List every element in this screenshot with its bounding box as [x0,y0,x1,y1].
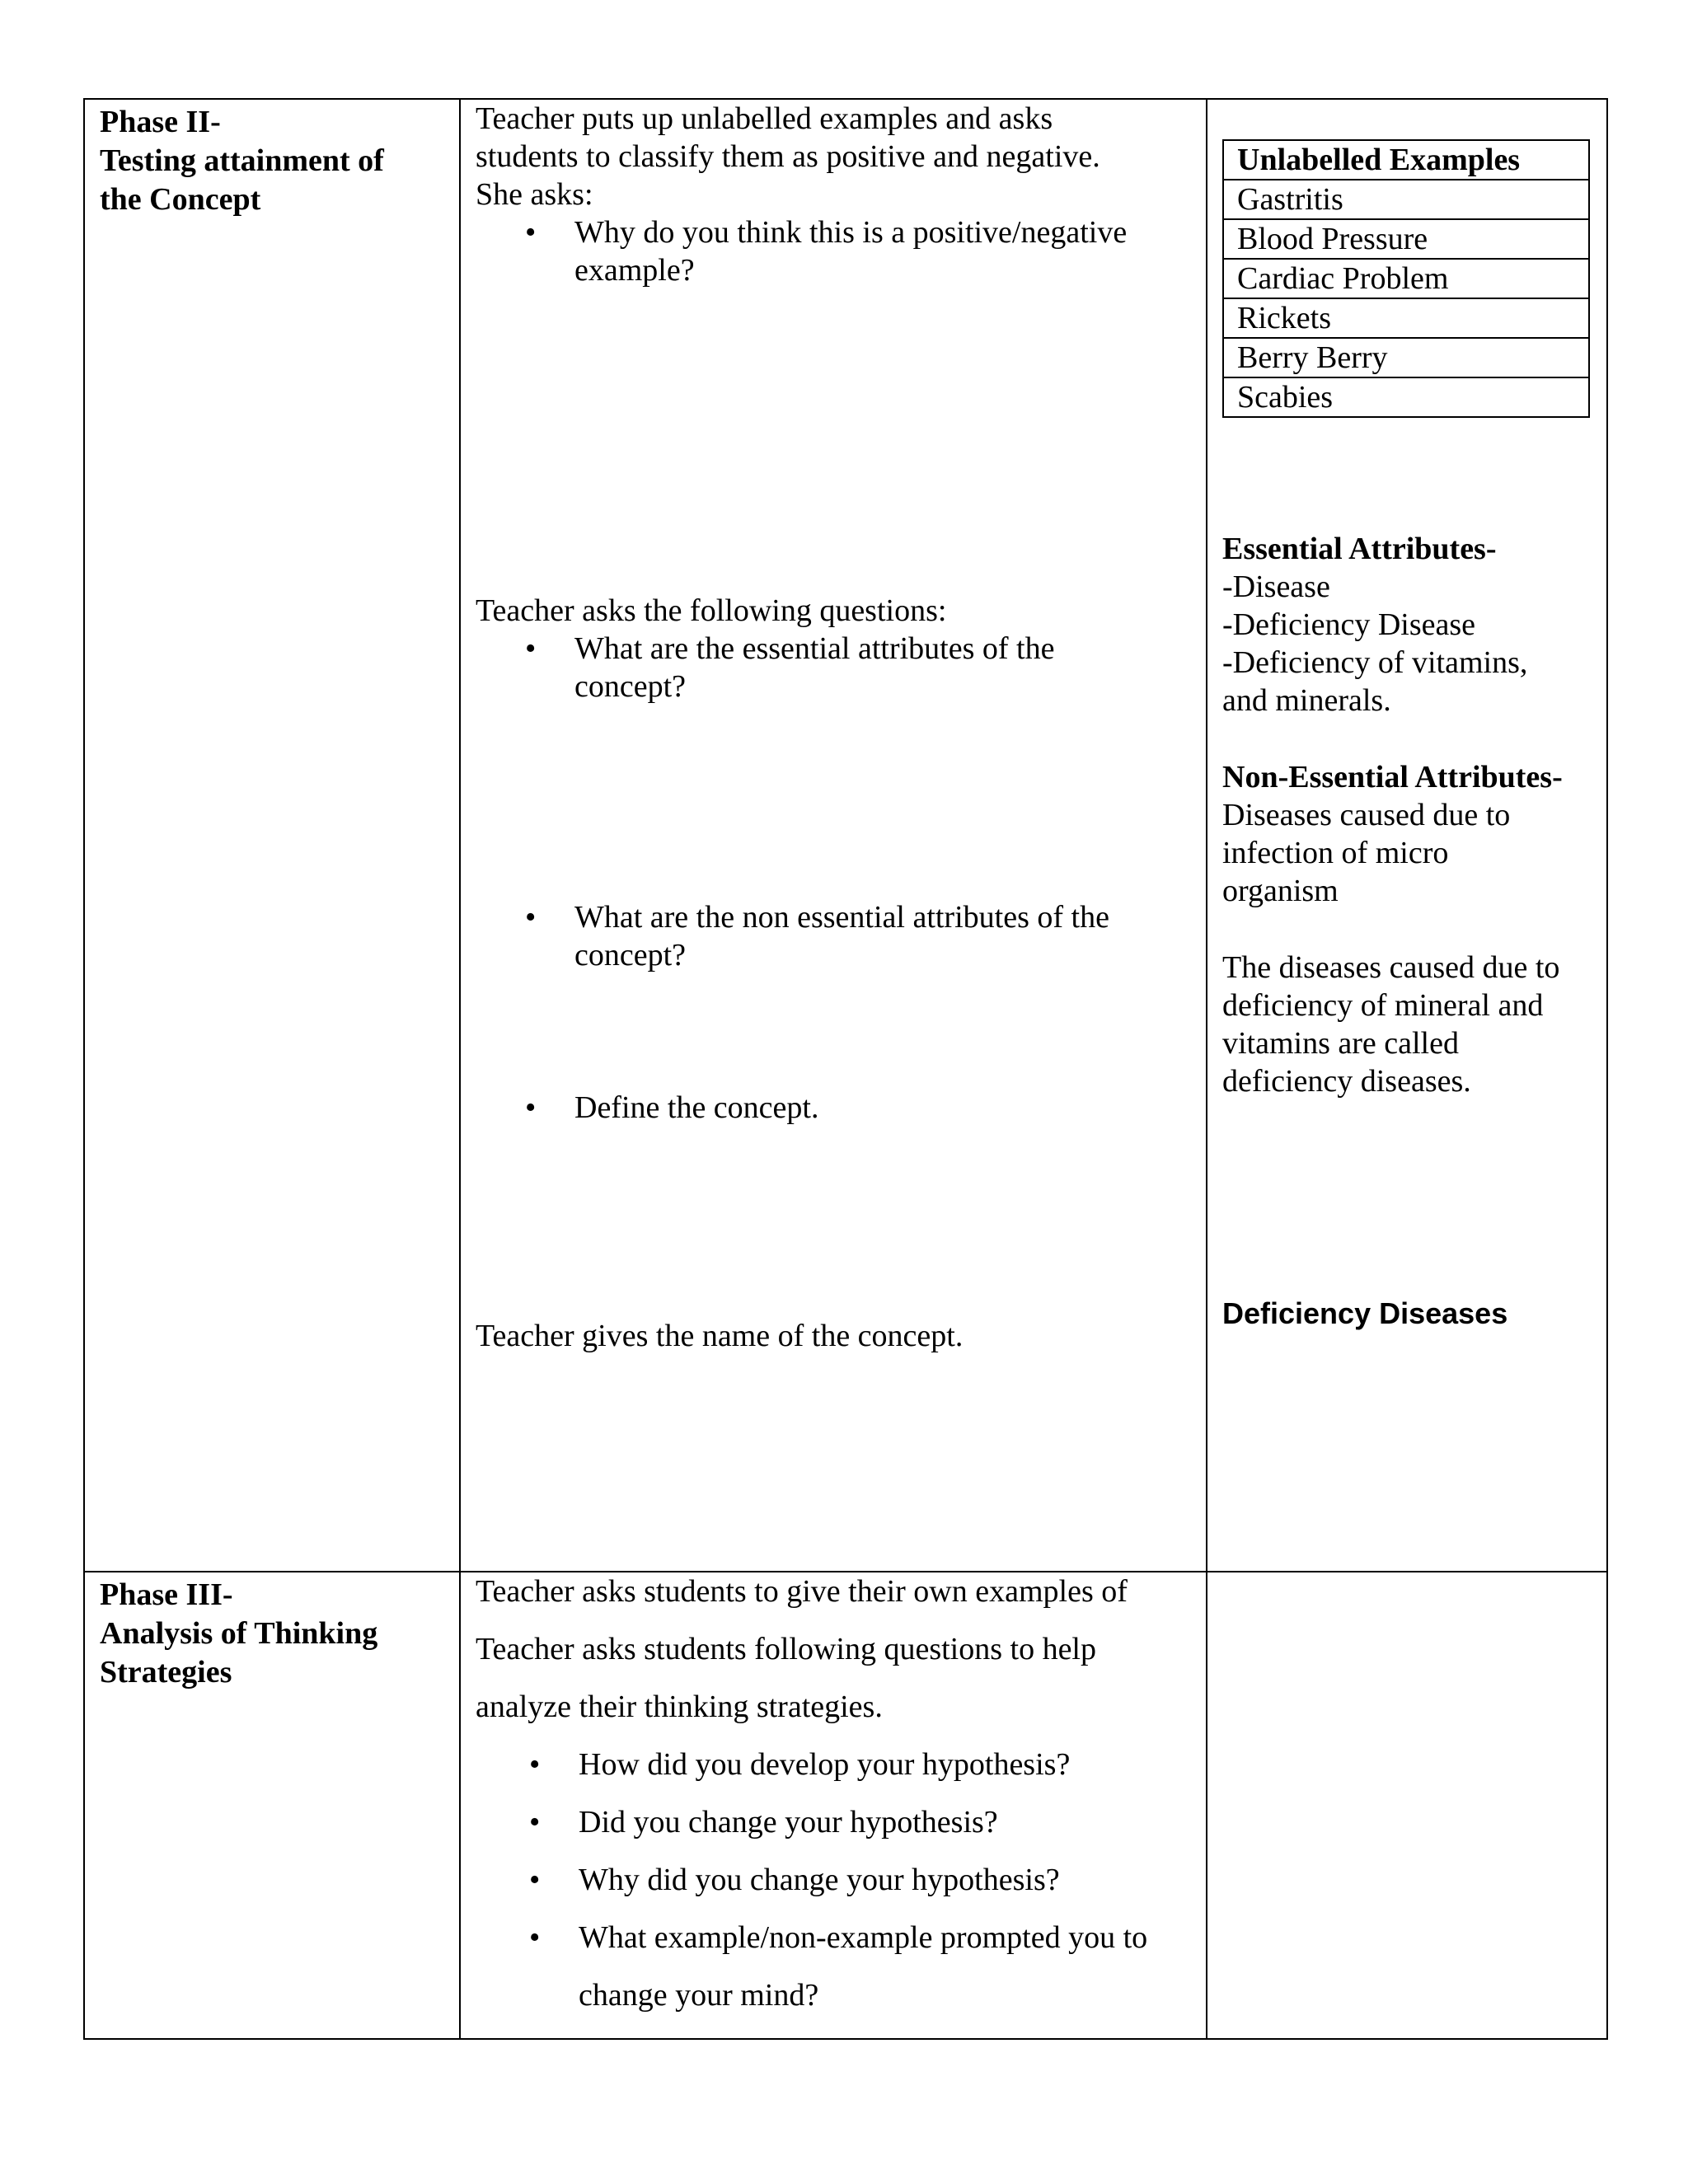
bullet-icon: • [525,215,537,250]
phase2-q2-line2: concept? [574,669,687,704]
bullet-icon: • [529,1863,541,1897]
phase2-q4-list [476,1089,1191,1127]
phase3-q2: Did you change your hypothesis? [579,1805,998,1840]
table-row [1223,298,1589,338]
phase3-q3: Why did you change your hypothesis? [579,1863,1060,1897]
phase2-q1-line2: example? [574,253,695,288]
phase3-title-line1: Phase III- [100,1577,233,1612]
phase2-title [85,100,459,219]
list-item [476,1736,1191,1793]
phase3-teacher-cell [460,1572,1207,2039]
table-row [1223,377,1589,417]
examples-block [1222,139,1593,418]
phase2-gives-name: Teacher gives the name of the concept. [476,1319,964,1353]
nonessential-line: organism [1222,874,1339,908]
phase2-intro-line2: students to classify them as positive and negative. [476,139,1100,174]
example-cell: Rickets [1223,298,1589,338]
definition-line: deficiency diseases. [1222,1064,1471,1099]
nonessential-line: Diseases caused due to [1222,798,1511,832]
phase2-q4-block [461,1089,1206,1127]
phase3-line1: Teacher asks students to give their own examples of [476,1574,1128,1609]
phase2-q2-line1: What are the essential attributes of the [574,631,1055,666]
bullet-icon: • [525,1090,537,1125]
essential-item: -Deficiency of vitamins, [1222,645,1528,680]
phase3-line3: analyze their thinking strategies. [476,1690,883,1724]
phase2-teacher-cell [460,99,1207,1572]
bullet-icon: • [529,1920,541,1955]
phase3-q4-line2: change your mind? [579,1978,819,2013]
definition-line: deficiency of mineral and [1222,988,1544,1023]
list-item [476,630,1191,705]
phase3-title-cell [84,1572,460,2039]
phase2-q4: Define the concept. [574,1090,819,1125]
phase2-q1-list [476,213,1191,289]
phase2-row [84,99,1607,1572]
example-cell: Cardiac Problem [1223,259,1589,298]
essential-attributes-block [1222,530,1593,719]
list-item [476,1851,1191,1909]
phase2-q3-block [461,898,1206,974]
phase2-q3-line2: concept? [574,938,687,972]
essential-item: -Disease [1222,569,1330,604]
examples-header: Unlabelled Examples [1223,140,1589,180]
bullet-icon: • [525,900,537,935]
example-cell: Berry Berry [1223,338,1589,377]
phase2-title-line3: the Concept [100,182,261,217]
phase3-q1: How did you develop your hypothesis? [579,1747,1071,1782]
phase2-intro-line3: She asks: [476,177,593,212]
phase3-q4-line1: What example/non-example prompted you to [579,1920,1148,1955]
phase3-row [84,1572,1607,2039]
essential-heading: Essential Attributes- [1222,532,1497,566]
definition-line: The diseases caused due to [1222,950,1560,985]
phase3-line2: Teacher asks students following questions to help [476,1632,1096,1666]
table-row [1223,180,1589,219]
list-item [476,1793,1191,1851]
table-row [1223,140,1589,180]
nonessential-line: infection of micro [1222,836,1449,870]
phase2-q1-line1: Why do you think this is a positive/negative [574,215,1128,250]
phase2-gives-name-block [461,1317,1206,1355]
phase2-title-line2: Testing attainment of [100,143,384,178]
table-row [1223,219,1589,259]
unlabelled-examples-table [1222,139,1590,418]
phase2-questions [461,592,1206,705]
phase2-intro [461,100,1206,289]
example-cell: Scabies [1223,377,1589,417]
phase2-title-line1: Phase II- [100,105,221,139]
concept-name: Deficiency Diseases [1222,1296,1508,1330]
phase3-title-line2: Analysis of Thinking [100,1616,378,1651]
essential-item: and minerals. [1222,683,1391,718]
example-cell: Blood Pressure [1223,219,1589,259]
list-item [476,1089,1191,1127]
phase2-notes-cell [1207,99,1607,1572]
phase3-title [85,1572,459,1692]
phase2-q3-line1: What are the non essential attributes of the [574,900,1109,935]
list-item [476,898,1191,974]
nonessential-attributes-block [1222,758,1593,910]
bullet-icon: • [529,1805,541,1840]
bullet-icon: • [525,631,537,666]
phase3-title-line3: Strategies [100,1655,232,1690]
phase3-notes-cell [1207,1572,1607,2039]
phase2-q2-list [476,630,1191,705]
list-item [476,1909,1191,2024]
phase2-title-cell [84,99,460,1572]
table-row [1223,259,1589,298]
bullet-icon: • [529,1747,541,1782]
phase3-text [461,1563,1206,2024]
lesson-plan-table [83,98,1608,2040]
list-item [476,213,1191,289]
phase3-question-list [476,1736,1191,2024]
concept-name-block [1222,1295,1593,1333]
phase2-intro-line1: Teacher puts up unlabelled examples and asks [476,101,1053,136]
phase2-q3-list [476,898,1191,974]
definition-line: vitamins are called [1222,1026,1459,1061]
phase2-asks-following: Teacher asks the following questions: [476,593,947,628]
definition-block [1222,949,1593,1100]
example-cell: Gastritis [1223,180,1589,219]
essential-item: -Deficiency Disease [1222,607,1476,642]
table-row [1223,338,1589,377]
nonessential-heading: Non-Essential Attributes- [1222,760,1563,794]
